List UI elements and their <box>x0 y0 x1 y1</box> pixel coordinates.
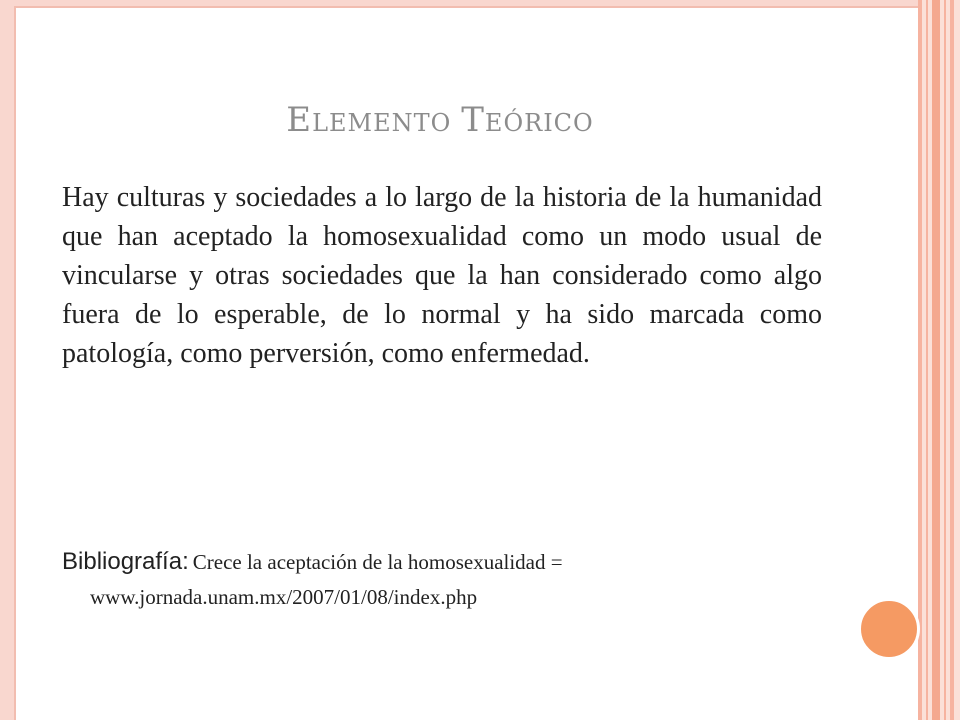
right-stripe <box>932 0 940 720</box>
slide-title-text: ELEMENTO TEÓRICO <box>286 100 594 140</box>
bibliography-label: Bibliografía: <box>62 548 189 575</box>
right-stripe <box>950 0 954 720</box>
right-stripe <box>918 0 922 720</box>
accent-circle <box>858 598 920 660</box>
top-frame-line <box>14 6 920 8</box>
bibliography-text: Crece la aceptación de la homosexualidad = <box>192 550 563 574</box>
right-stripe <box>926 0 928 720</box>
slide-title <box>0 100 880 140</box>
slide-body-text: Hay culturas y sociedades a lo largo de la historia de la humanidad que han aceptado la homosexualidad como un modo usual de vincularse y otras sociedades que la han considerado como algo fuera de lo esperable, de lo normal y ha sido marcada como patología, como perversión, como enfermedad. <box>62 182 822 369</box>
bibliography-url[interactable]: www.jornada.unam.mx/2007/01/08/index.php <box>90 585 478 609</box>
right-stripe <box>944 0 946 720</box>
bibliography <box>62 546 822 613</box>
